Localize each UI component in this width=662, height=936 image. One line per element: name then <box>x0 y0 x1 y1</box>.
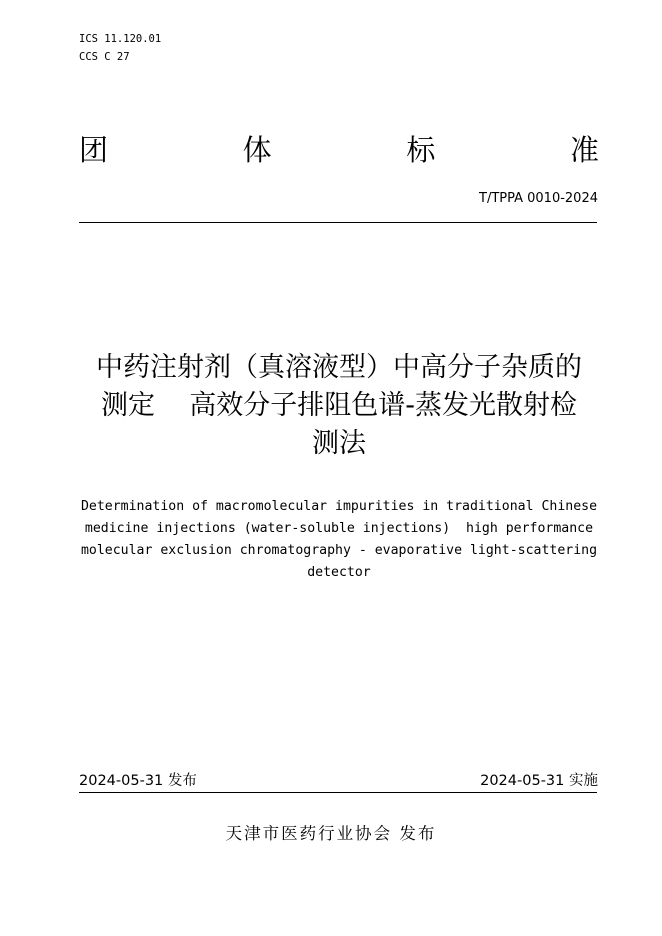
standard-type-char: 体 <box>242 133 272 167</box>
english-title-line: Determination of macromolecular impurities in traditional Chinese <box>80 499 598 514</box>
english-title-line: medicine injections (water-soluble injections) high performance <box>84 521 594 536</box>
issuer: 天津市医药行业协会 发布 <box>225 824 437 843</box>
english-title <box>60 496 618 584</box>
chinese-title-line: 测定 高效分子排阻色谱-蒸发光散射检 <box>100 390 578 421</box>
standard-type-char: 准 <box>569 133 599 167</box>
standard-type-char: 标 <box>406 133 436 167</box>
english-title-line: molecular exclusion chromatography - evaporative light-scattering <box>80 543 598 558</box>
english-title-line: detector <box>307 565 371 580</box>
standard-type-char: 团 <box>79 133 109 167</box>
chinese-title <box>60 349 618 463</box>
standard-number: T/TPPA 0010-2024 <box>479 191 598 206</box>
chinese-title-line: 测法 <box>312 428 366 459</box>
implement-date: 2024-05-31 实施 <box>480 773 598 789</box>
chinese-title-line: 中药注射剂（真溶液型）中高分子杂质的 <box>96 352 582 383</box>
ics-code: ICS 11.120.01 <box>79 33 162 45</box>
ccs-code: CCS C 27 <box>79 51 130 63</box>
publish-date: 2024-05-31 发布 <box>79 773 197 789</box>
bottom-divider <box>79 792 597 793</box>
top-divider <box>79 222 597 223</box>
standard-type-heading <box>79 130 599 170</box>
